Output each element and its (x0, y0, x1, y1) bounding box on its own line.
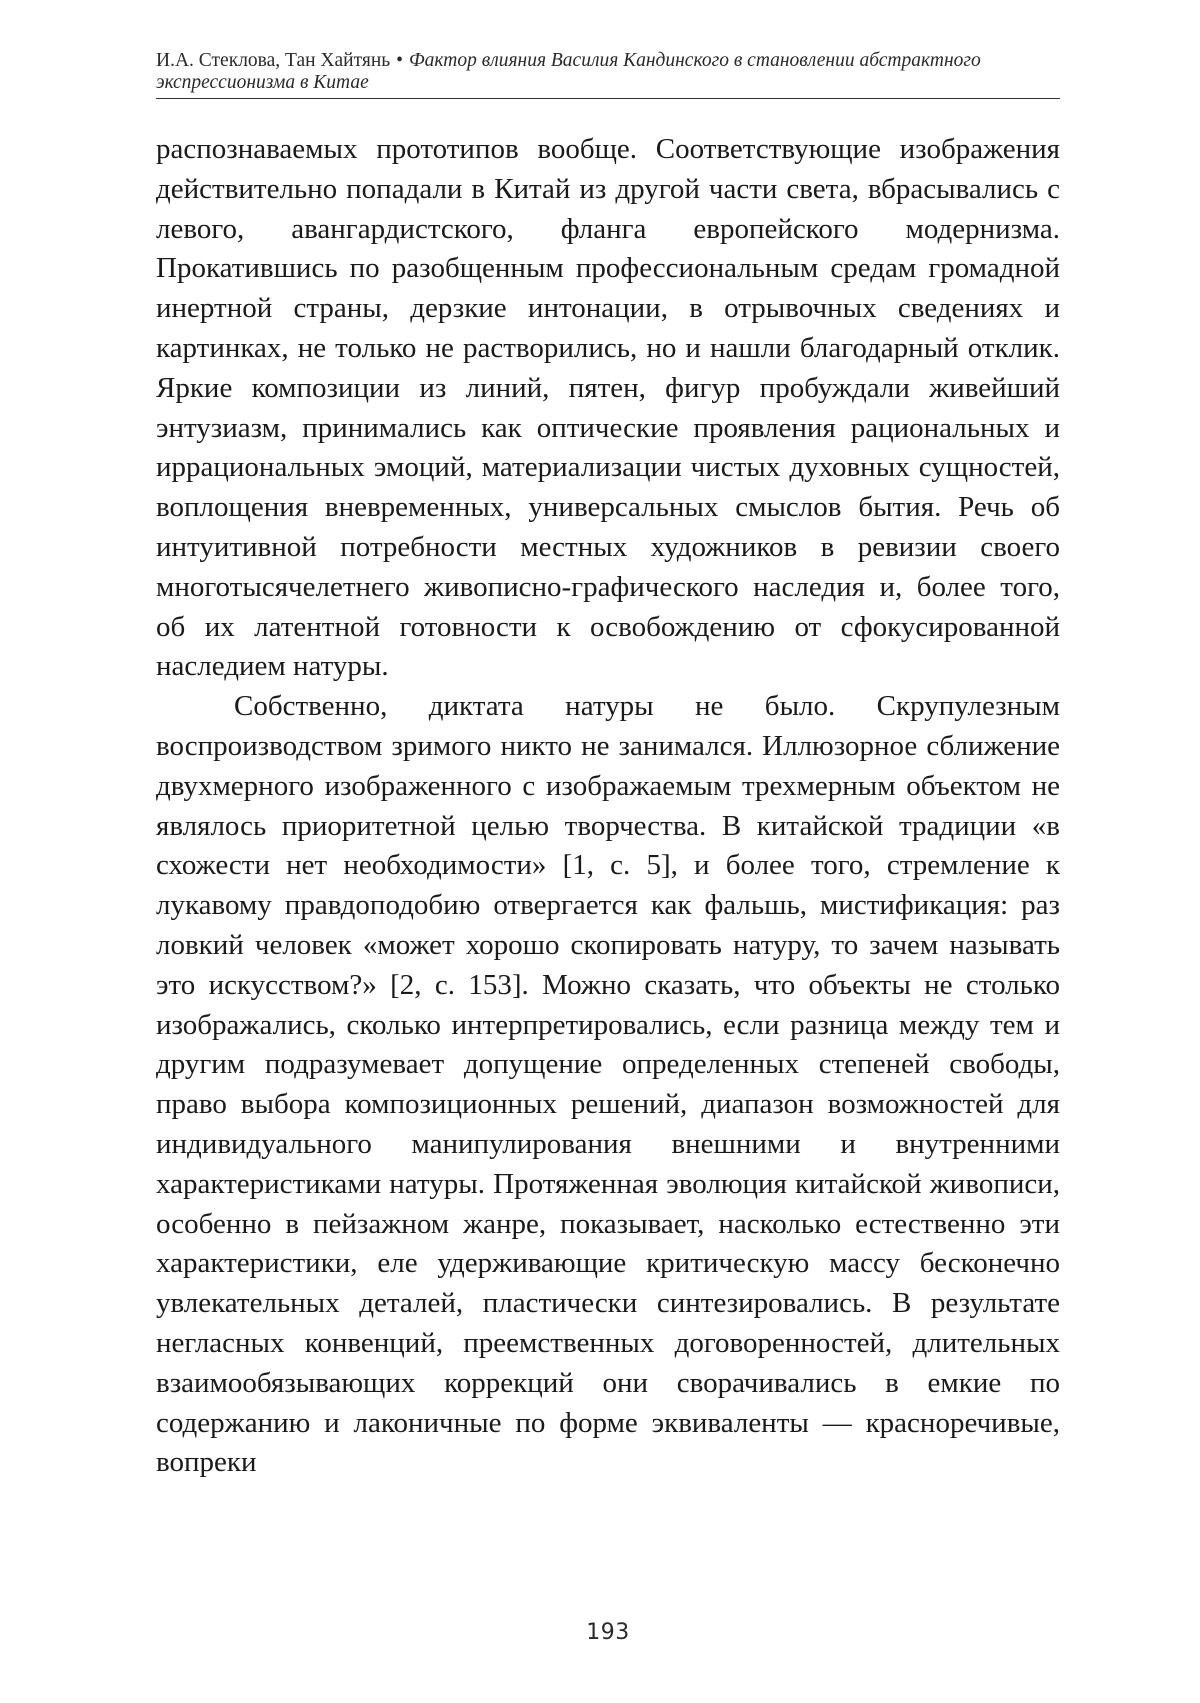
running-header (156, 50, 1060, 99)
document-page (156, 0, 1060, 1703)
article-body (156, 130, 1060, 1483)
header-authors: И.А. Стеклова, Тан Хайтянь (156, 50, 391, 71)
paragraph-continued: распознаваемых прототипов вообще. Соответствующие изображения действительно попадали в Китай из другой части света, вбрасывались с левого, авангардистского, фланга европейского модернизма. Прокатившись по разобщенным профессиональным средам громадной инертной страны, дерзкие интонации, в отрывочных сведениях и картинках, не только не растворились, но и нашли благодарный отклик. Яркие композиции из линий, пятен, фигур пробуждали живейший энтузиазм, принимались как оптические проявления рациональных и иррациональных эмоций, материализации чистых духовных сущностей, воплощения вневременных, универсальных смыслов бытия. Речь об интуитивной потребности местных художников в ревизии своего многотысячелетнего живописно-графического наследия и, более того, об их латентной готовности к освобождению от сфокусированной наследием натуры. (156, 133, 1060, 683)
header-article-title: Фактор влияния Василия Кандинского в становлении абстрактного экспрессионизма в Китае (156, 50, 981, 93)
paragraph: Собственно, диктата натуры не было. Скрупулезным воспроизводством зримого никто не занимался. Иллюзорное сближение двухмерного изображенного с изображаемым трехмерным объектом не являлось приоритетной целью творчества. В китайской традиции «в схожести нет необходимости» [1, с. 5], и более того, стремление к лукавому правдоподобию отвергается как фальшь, мистификация: раз ловкий человек «может хорошо скопировать натуру, то зачем называть это искусством?» [2, с. 153]. Можно сказать, что объекты не столько изображались, сколько интерпретировались, если разница между тем и другим подразумевает допущение определенных степеней свободы, право выбора композиционных решений, диапазон возможностей для индивидуального манипулирования внешними и внутренними характеристиками натуры. Протяженная эволюция китайской живописи, особенно в пейзажном жанре, показывает, насколько естественно эти характеристики, еле удерживающие критическую массу бесконечно увлекательных деталей, пластически синтезировались. В результате негласных конвенций, преемственных договоренностей, длительных взаимообязывающих коррекций они сворачивались в емкие по содержанию и лаконичные по форме эквиваленты — красноречивые, вопреки (156, 690, 1060, 1479)
page-number: 193 (586, 1620, 630, 1645)
header-separator: • (396, 50, 403, 71)
